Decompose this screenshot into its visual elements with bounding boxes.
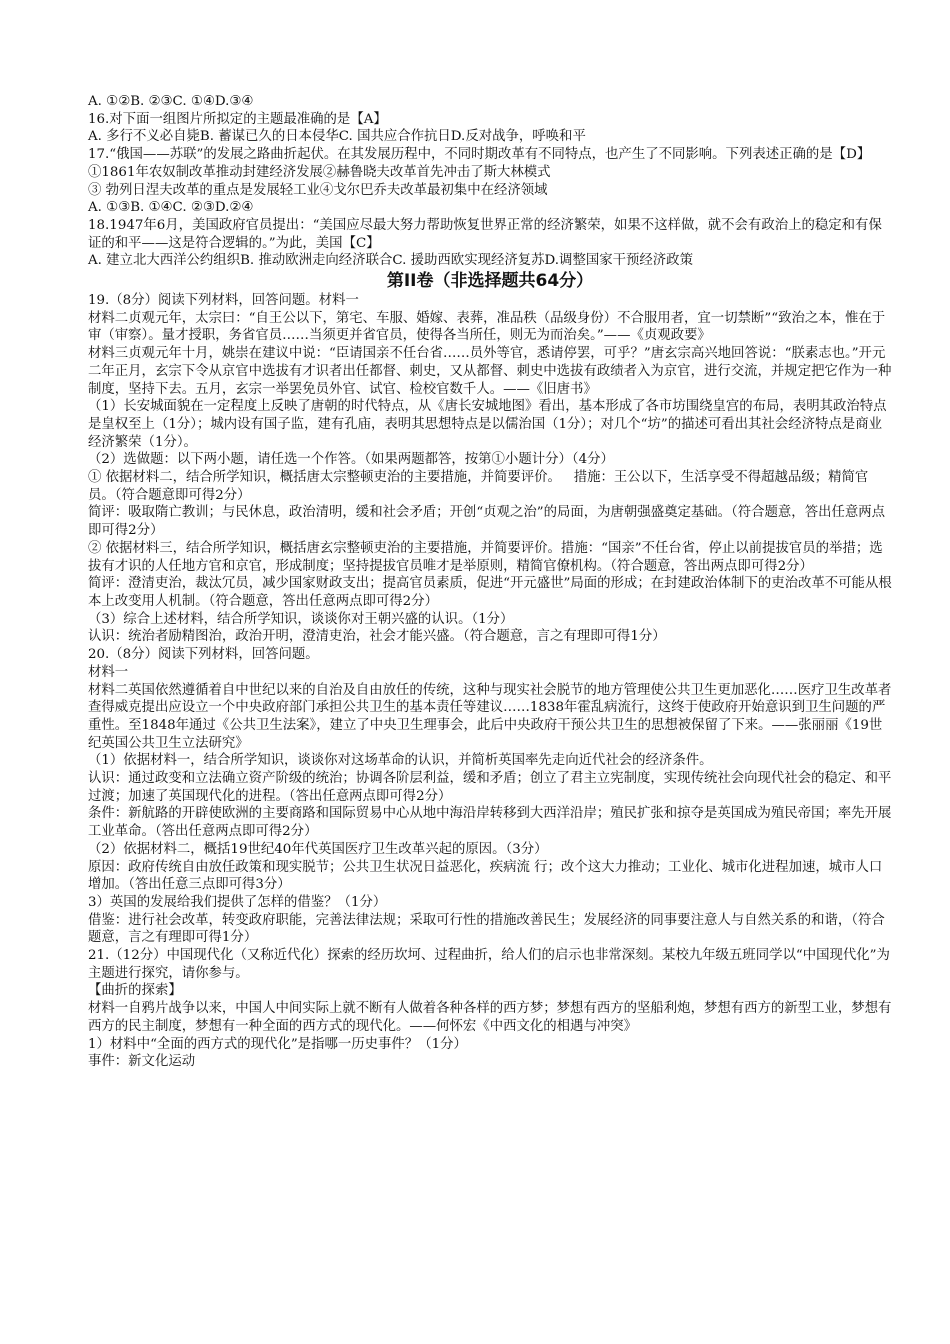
question-21: 21.（12分）中国现代化（又称近代化）探索的经历坎坷、过程曲折，给人们的启示也非常深刻。某校九年级五班同学以“中国现代化”为主题进行探究，请你参与。 [88,948,890,981]
question-19-2: （2）选做题：以下两小题，请任选一个作答。（如果两题都答，按第①小题计分）（4分） [88,452,614,468]
question-20-3: 3）英国的发展给我们提供了怎样的借鉴？（1分） [88,894,387,910]
options-17: A. ①③B. ①④C. ②③D.②④ [88,200,254,216]
comment-19-2a: 简评：吸取隋亡教训；与民休息，政治清明，缓和社会矛盾；开创“贞观之治”的局面，为唐朝强盛奠定基础。（符合题意，答出任意两点即可得2分） [88,505,886,539]
question-18: 18.1947年6月，美国政府官员提出：“美国应尽最大努力帮助恢复世界正常的经济繁荣，如果不这样做，就不会有政治上的稳定和有保证的和平——这是符合逻辑的。”为此，美国【C】 [88,217,882,251]
answer-20-1b: 条件：新航路的开辟使欧洲的主要商路和国际贸易中心从地中海沿岸转移到大西洋沿岸；殖民扩张和掠夺是英国成为殖民帝国；率先开展工业革命。（答出任意两点即可得2分） [88,806,892,840]
options-16: A. 多行不义必自毙B. 蓄谋已久的日本侵华C. 国共应合作抗日D.反对战争，呼唤和平 [88,129,586,145]
answer-19-3: 认识：统治者励精图治，政治开明，澄清吏治，社会才能兴盛。（符合题意，言之有理即可得1分） [88,629,666,645]
exam-page [88,93,892,1071]
question-16: 16.对下面一组图片所拟定的主题最准确的是【A】 [88,111,387,127]
comment-19-2b: 简评：澄清吏治，裁汰冗员，减少国家财政支出；提高官员素质，促进“开元盛世”局面的形成；在封建政治体制下的吏治改革不可能从根本上改变用人机制。（符合题意，答出任意两点即可得2分） [88,576,892,609]
options-15: A. ①②B. ②③C. ①④D.③④ [88,94,254,109]
material-20-2: 材料二英国依然遵循着自中世纪以来的自治及自由放任的传统，这种与现实社会脱节的地方管理使公共卫生更加恶化……医疗卫生改革者查得威克提出应设立一个中央政府部门承担公共卫生的基本责任等建议……1838年霍乱病流行，这终于使政府开始意识到卫生问题的严重性。至1848年通过《公共卫生法案》，建立了中央卫生理事会，此后中央政府干预公共卫生的思想被保留了下来。——张丽丽《19世纪英国公共卫生立法研究》 [88,682,892,751]
answer-20-2: 原因：政府传统自由放任政策和现实脱节；公共卫生状况日益恶化，疾病流 行；改个这大力推动；工业化、城市化进程加速，城市人口增加。（答出任意三点即可得3分） [88,859,883,893]
answer-19-1: （1）长安城面貌在一定程度上反映了唐朝的时代特点，从《唐长安城地图》看出，基本形成了各市坊围绕皇宫的布局，表明其政治特点是皇权至上（1分）；城内设有国子监，建有孔庙，表明其思想特点是以儒治国（1分）；对几个“坊”的描述可看出其社会经济特点是商业经济繁荣（1分）。 [88,399,887,450]
answer-20-1a: 认识：通过政变和立法确立资产阶级的统治；协调各阶层利益，缓和矛盾；创立了君主立宪制度，实现传统社会向现代社会的稳定、和平过渡；加速了英国现代化的进程。（答出任意两点即可得2分） [88,771,892,804]
material-20-1: 材料一 [88,664,129,680]
question-21-1: 1）材料中“全面的西方式的现代化”是指哪一历史事件？（1分） [88,1036,467,1052]
question-20: 20.（8分）阅读下列材料，回答问题。 [88,647,319,663]
section-title: 第II卷（非选择题共64分） [386,271,594,292]
answer-21-1: 事件：新文化运动 [88,1054,196,1070]
question-20-1: （1）依据材料一，结合所学知识，谈谈你对这场革命的认识，并简析英国率先走向近代社会的经济条件。 [88,753,713,769]
answer-19-2a: ① 依据材料二，结合所学知识，概括唐太宗整顿吏治的主要措施，并简要评价。 措施：王公以下，生活享受不得超越品级；精简官员。（符合题意即可得2分） [88,470,869,503]
question-19: 19.（8分）阅读下列材料，回答问题。材料一 [88,293,359,309]
statement-17-a: ①1861年农奴制改革推动封建经济发展②赫鲁晓夫改革首先冲击了斯大林模式 [88,164,551,180]
answer-19-2b: ② 依据材料三，结合所学知识，概括唐玄宗整顿吏治的主要措施，并简要评价。措施：“国亲”不任台省，停止以前提拔官员的举措；选拔有才识的人任地方官和京官，形成制度；坚持提拔官员唯才是举原则，精简官僚机构。（符合题意，答出两点即可得2分） [88,540,883,574]
question-17: 17.“俄国——苏联”的发展之路曲折起伏。在其发展历程中，不同时期改革有不同特点，也产生了不同影响。下列表述正确的是【D】 [88,147,871,163]
options-18: A. 建立北大西洋公约组织B. 推动欧洲走向经济联合C. 援助西欧实现经济复苏D.调整国家干预经济政策 [88,253,693,269]
section-21-heading: 【曲折的探索】 [88,983,182,999]
question-20-2: （2）依据材料二，概括19世纪40年代英国医疗卫生改革兴起的原因。（3分） [88,841,548,857]
answer-20-3: 借鉴：进行社会改革，转变政府职能，完善法律法规；采取可行性的措施改善民生；发展经济的同事要注意人与自然关系的和谐，（符合题意，言之有理即可得1分） [88,912,885,946]
statement-17-b: ③ 勃列日涅夫改革的重点是发展轻工业④戈尔巴乔夫改革最初集中在经济领域 [88,182,548,198]
material-21-1: 材料一自鸦片战争以来，中国人中间实际上就不断有人做着各种各样的西方梦；梦想有西方的坚船利炮，梦想有西方的新型工业，梦想有西方的民主制度，梦想有一种全面的西方式的现代化。——何怀宏《中西文化的相遇与冲突》 [88,1001,892,1034]
material-19-2: 材料二贞观元年，太宗曰：“自王公以下，第宅、车服、婚嫁、表葬，准品秩（品级身份）不合服用者，宜一切禁断”“致治之本，惟在于审（审察）。量才授职，务省官员……当须更并省官员，使得各当所任，则无为而治矣。”——《贞观政要》 [88,310,886,344]
question-19-3: （3）综合上述材料，结合所学知识，谈谈你对王朝兴盛的认识。（1分） [88,611,514,627]
material-19-3: 材料三贞观元年十月，姚崇在建议中说：“臣请国亲不任台省……员外等官，悉请停罢，可乎？”唐玄宗高兴地回答说：“朕素志也。”开元二年正月，玄宗下令从京官中选拔有才识者出任都督、刺史，又从都督、刺史中选拔有政绩者入为京官，进行交流，并规定把它作为一种制度，坚持下去。五月，玄宗一举罢免员外官、试官、检校官数千人。——《旧唐书》 [88,346,892,397]
